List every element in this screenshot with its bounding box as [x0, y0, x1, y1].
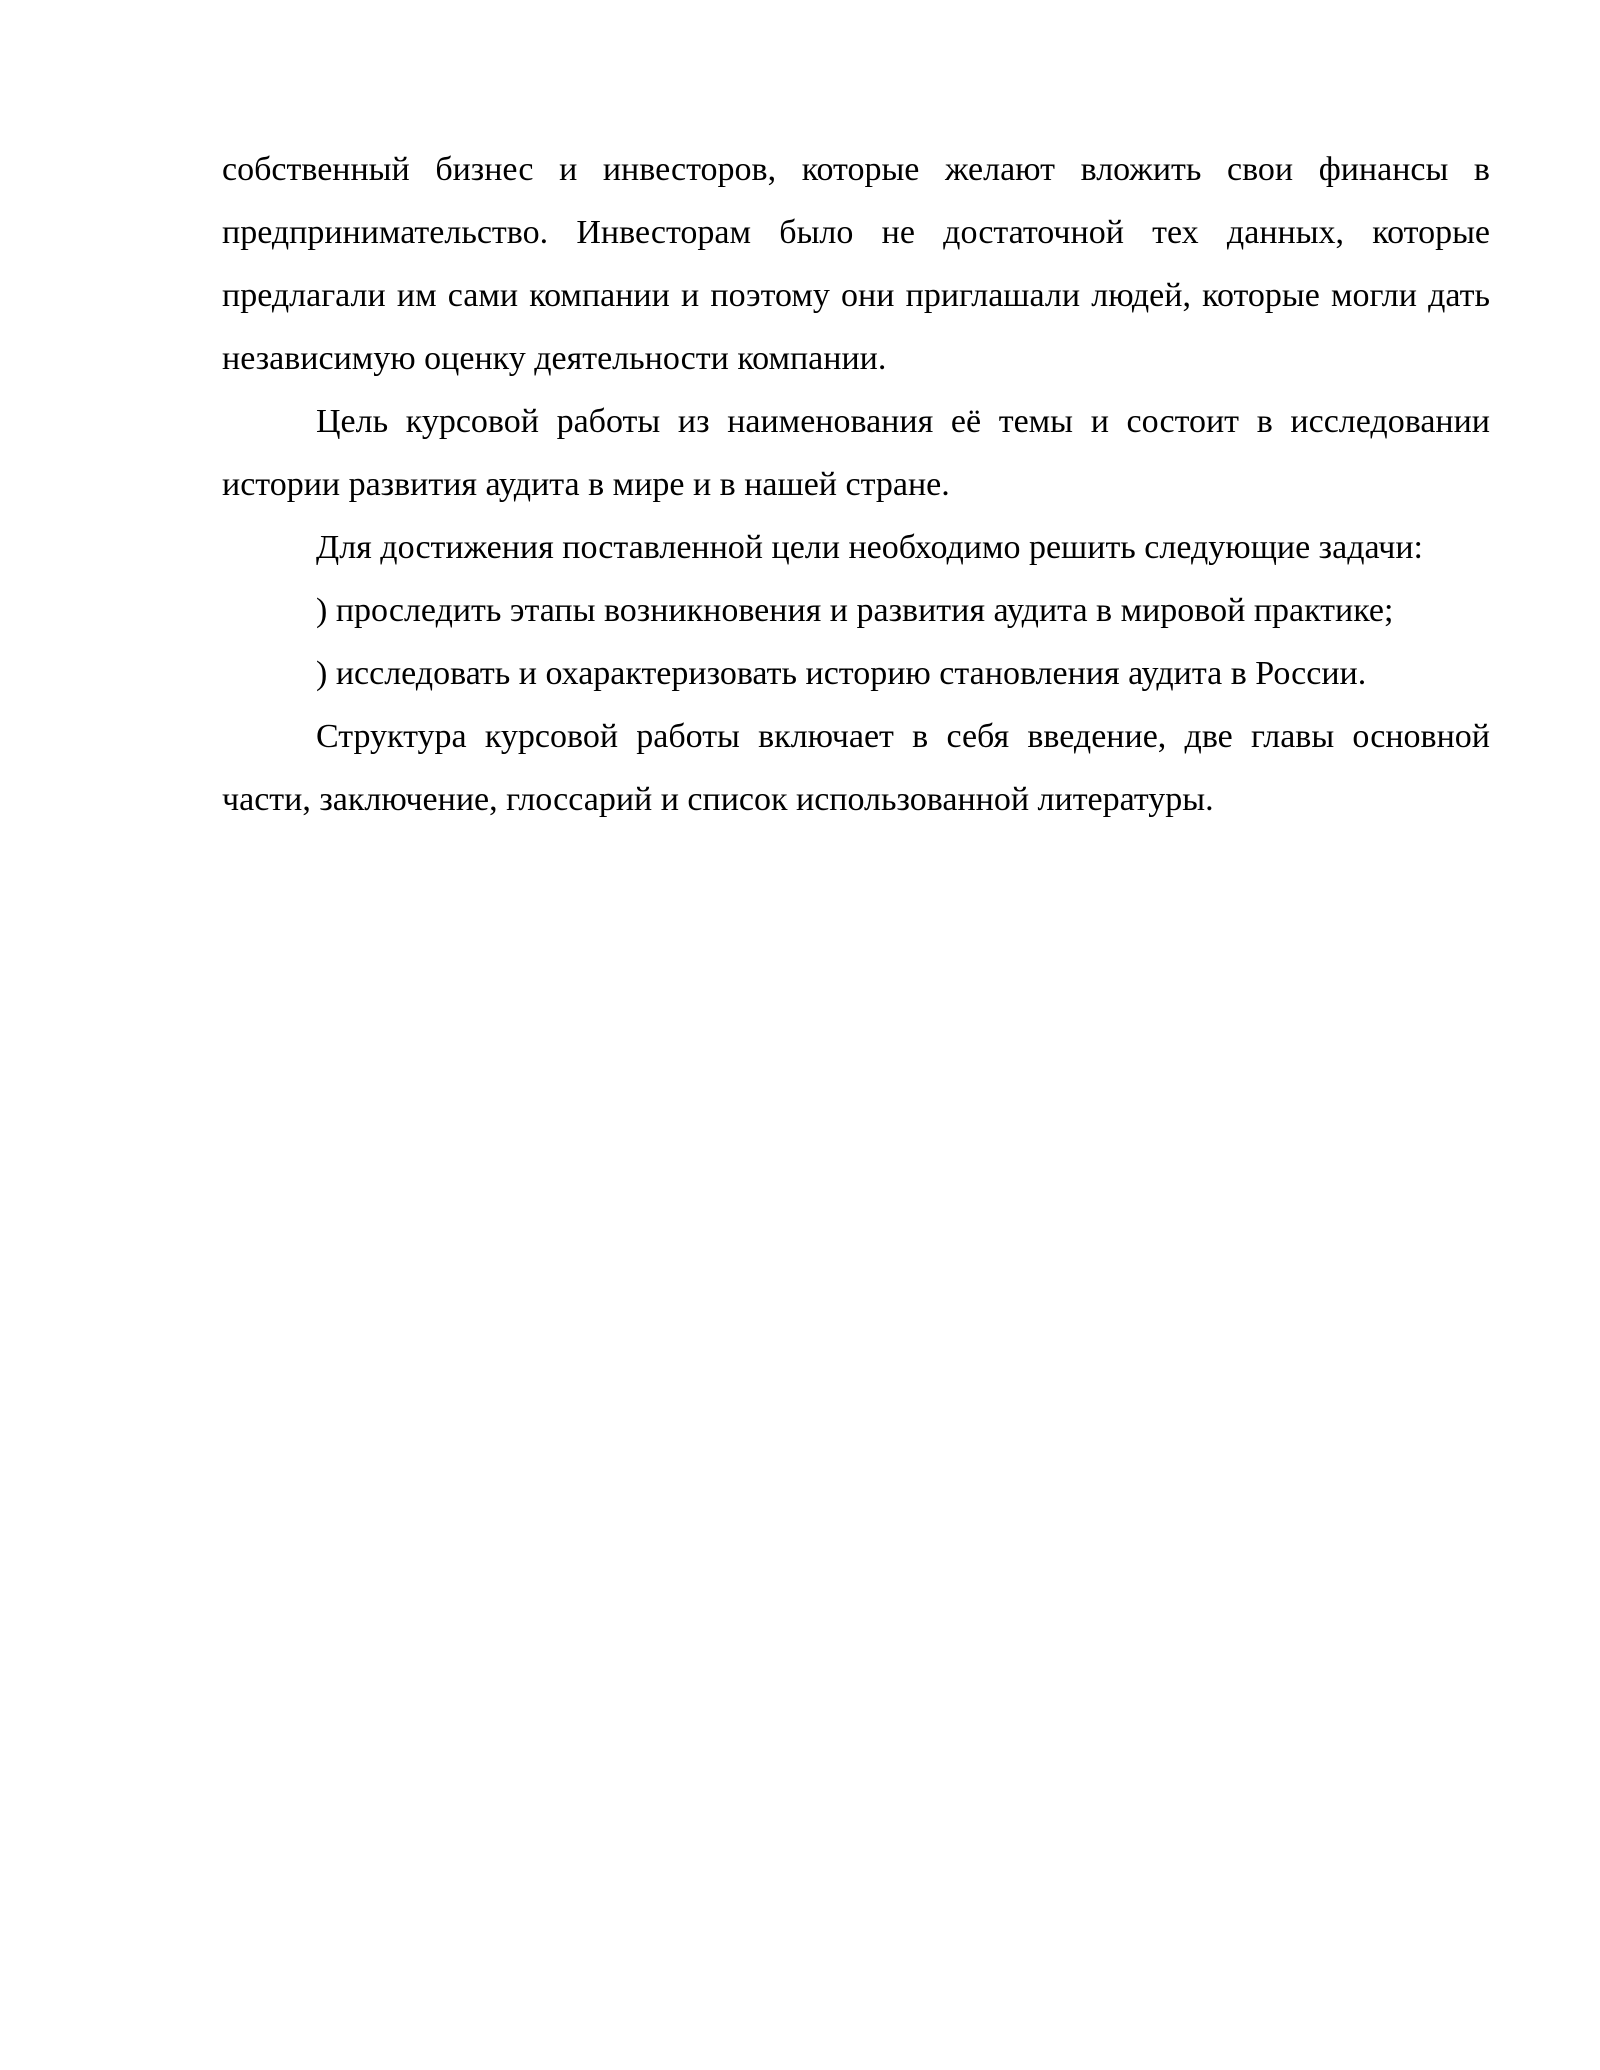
- list-item-task-2: ) исследовать и охарактеризовать историю становления аудита в России.: [316, 655, 1367, 692]
- paragraph-structure: Структура курсовой работы включает в себя введение, две главы основной части, заключение, глоссарий и список использованной литературы.: [222, 718, 1490, 818]
- paragraph-tasks-intro: Для достижения поставленной цели необходимо решить следующие задачи:: [316, 529, 1423, 566]
- paragraph-continuation: собственный бизнес и инвесторов, которые желают вложить свои финансы в предпринимательство. Инвесторам было не достаточной тех данных, которые предлагали им сами компании и поэтому они приглашали людей, которые могли дать независимую оценку деятельности компании.: [222, 151, 1490, 377]
- paragraph-goal: Цель курсовой работы из наименования её темы и состоит в исследовании истории развития аудита в мире и в нашей стране.: [222, 403, 1490, 503]
- page-body: [222, 138, 1490, 831]
- list-item-task-1: ) проследить этапы возникновения и развития аудита в мировой практике;: [316, 592, 1394, 629]
